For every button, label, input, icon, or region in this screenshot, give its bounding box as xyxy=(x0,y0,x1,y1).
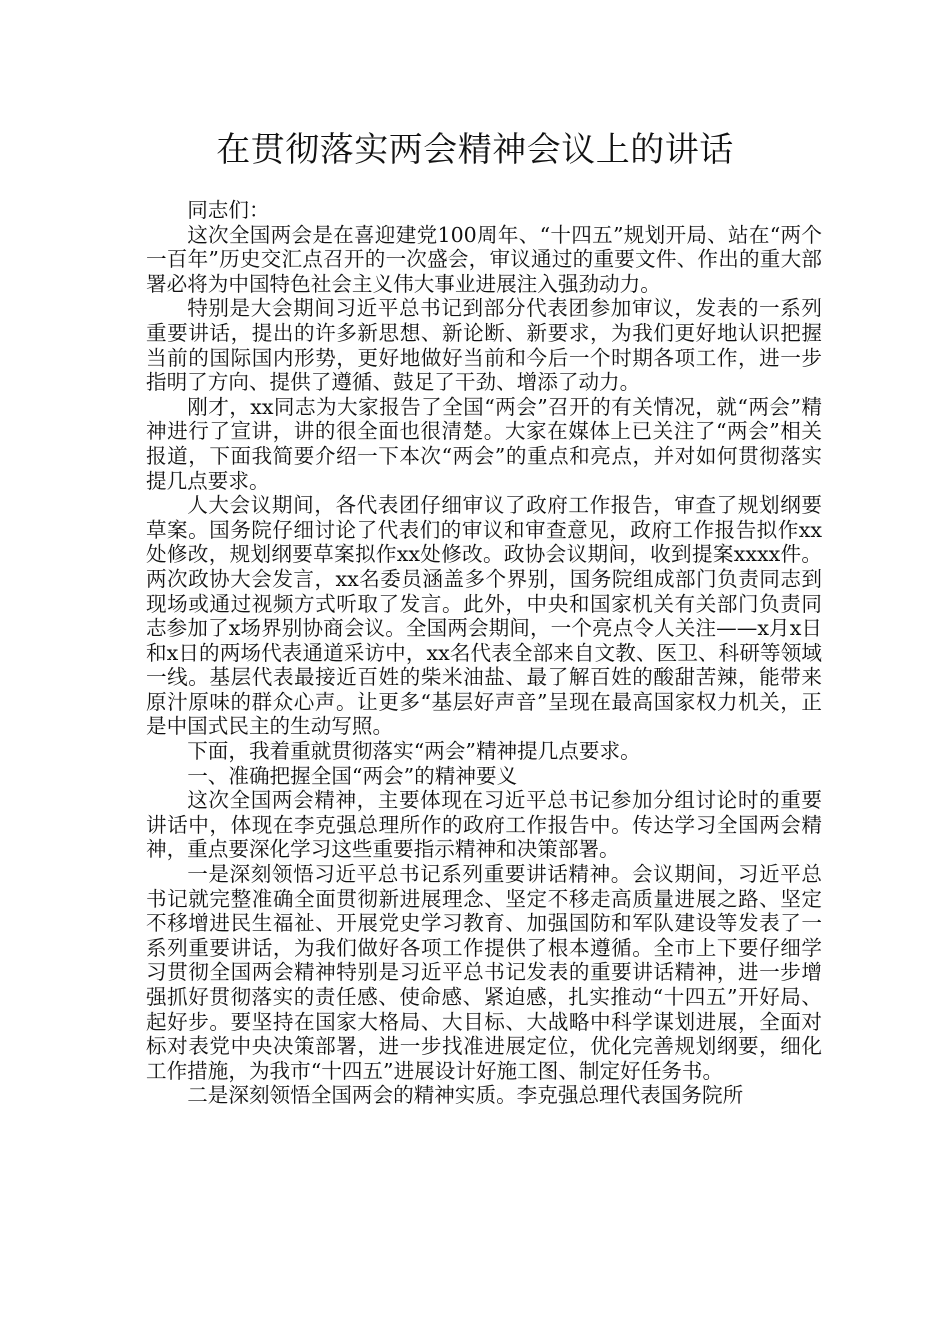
body-paragraph: 刚才，xx同志为大家报告了全国“两会”召开的有关情况，就“两会”精神进行了宣讲，讲的很全面也很清楚。大家在媒体上已关注了“两会”相关报道，下面我简要介绍一下本次“两会”的重点和亮点，并对如何贯彻落实提几点要求。 xyxy=(146,394,822,493)
body-paragraph: 二是深刻领悟全国两会的精神实质。李克强总理代表国务院所 xyxy=(187,1083,744,1108)
body-paragraph: 这次全国两会是在喜迎建党100周年、“十四五”规划开局、站在“两个一百年”历史交汇点召开的一次盛会，审议通过的重要文件、作出的重大部署必将为中国特色社会主义伟大事业进展注入强劲动力。 xyxy=(146,222,822,296)
body-paragraph: 这次全国两会精神，主要体现在习近平总书记参加分组讨论时的重要讲话中，体现在李克强总理所作的政府工作报告中。传达学习全国两会精神，重点要深化学习这些重要指示精神和决策部署。 xyxy=(146,788,822,862)
body-paragraph: 人大会议期间，各代表团仔细审议了政府工作报告，审查了规划纲要草案。国务院仔细讨论了代表们的审议和审查意见，政府工作报告拟作xx处修改，规划纲要草案拟作xx处修改。政协会议期间，收到提案xxxx件。两次政协大会发言，xx名委员涵盖多个界别，国务院组成部门负责同志到现场或通过视频方式听取了发言。此外，中央和国家机关有关部门负责同志参加了x场界别协商会议。全国两会期间，一个亮点令人关注——x月x日和x日的两场代表通道采访中，xx名代表全部来自文教、医卫、科研等领域一线。基层代表最接近百姓的柴米油盐、最了解百姓的酸甜苦辣，能带来原汁原味的群众心声。让更多“基层好声音”呈现在最高国家权力机关，正是中国式民主的生动写照。 xyxy=(146,493,822,739)
salutation-paragraph: 同志们： xyxy=(187,198,270,222)
document-title: 在贯彻落实两会精神会议上的讲话 xyxy=(216,130,734,170)
body-paragraph: 一是深刻领悟习近平总书记系列重要讲话精神。会议期间，习近平总书记就完整准确全面贯彻新进展理念、坚定不移走高质量进展之路、坚定不移增进民生福祉、开展党史学习教育、加强国防和军队建设等发表了一系列重要讲话，为我们做好各项工作提供了根本遵循。全市上下要仔细学习贯彻全国两会精神特别是习近平总书记发表的重要讲话精神，进一步增强抓好贯彻落实的责任感、使命感、紧迫感，扎实推动“十四五”开好局、起好步。要坚持在国家大格局、大目标、大战略中科学谋划进展，全面对标对表党中央决策部署，进一步找准进展定位，优化完善规划纲要，细化工作措施，为我市“十四五”进展设计好施工图、制定好任务书。 xyxy=(146,862,822,1083)
section-heading: 一、准确把握全国“两会”的精神要义 xyxy=(187,763,518,788)
document-body xyxy=(146,198,822,1108)
body-paragraph: 下面，我着重就贯彻落实“两会”精神提几点要求。 xyxy=(187,739,641,764)
body-paragraph: 特别是大会期间习近平总书记到部分代表团参加审议，发表的一系列重要讲话，提出的许多新思想、新论断、新要求，为我们更好地认识把握当前的国际国内形势，更好地做好当前和今后一个时期各项工作，进一步指明了方向、提供了遵循、鼓足了干劲、增添了动力。 xyxy=(146,296,822,395)
